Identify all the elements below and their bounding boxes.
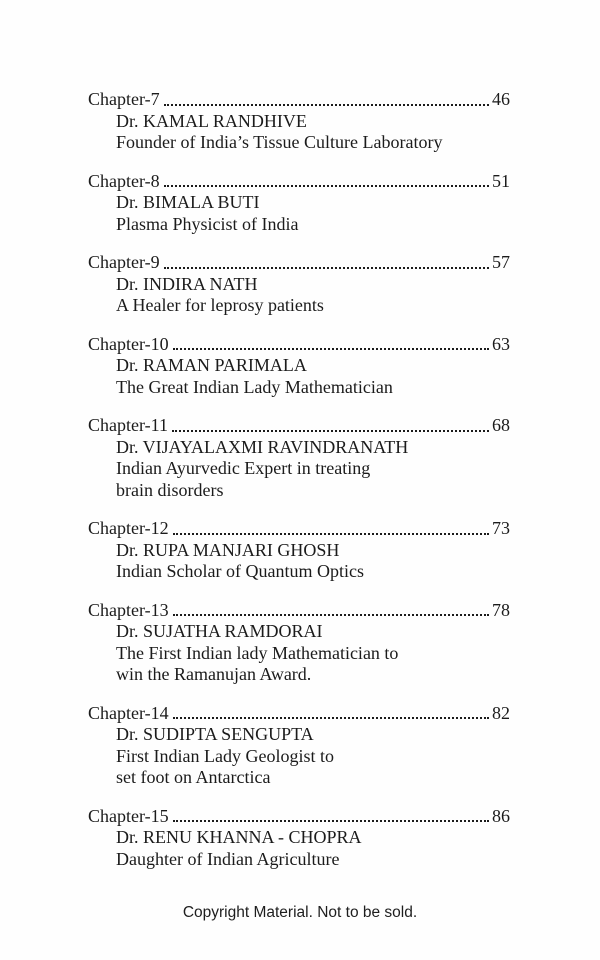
toc-entry-chapter-12: [88, 518, 510, 583]
chapter-label: Chapter-9: [88, 252, 160, 272]
page-number: 68: [492, 415, 510, 435]
toc-chapter-line: [88, 600, 510, 622]
chapter-description: The First Indian lady Mathematician to: [116, 642, 399, 663]
toc-entry-chapter-11: [88, 415, 510, 501]
chapter-description: Plasma Physicist of India: [116, 213, 299, 234]
chapter-label: Chapter-13: [88, 599, 169, 620]
toc-entry-chapter-9: [88, 252, 510, 317]
dot-leader: [172, 430, 489, 432]
chapter-description-cont: win the Ramanujan Award.: [116, 664, 312, 684]
chapter-label: Chapter-12: [88, 518, 169, 538]
toc-chapter-line: [88, 89, 510, 111]
toc-entry-chapter-14: [88, 703, 510, 789]
toc-chapter-line: [88, 171, 510, 193]
chapter-description-cont: brain disorders: [116, 479, 224, 500]
chapter-description: A Healer for leprosy patients: [116, 295, 324, 315]
chapter-person-name: Dr. RAMAN PARIMALA: [116, 355, 307, 375]
toc-chapter-line: [88, 252, 510, 274]
copyright-notice: Copyright Material. Not to be sold.: [182, 904, 418, 921]
chapter-person-name: Dr. INDIRA NATH: [116, 273, 258, 294]
dot-leader: [164, 185, 489, 187]
chapter-label: Chapter-14: [88, 702, 169, 723]
table-of-contents: [88, 89, 510, 887]
chapter-label: Chapter-15: [88, 805, 169, 826]
page-number: 86: [492, 805, 510, 826]
dot-leader: [173, 614, 489, 616]
dot-leader: [173, 717, 489, 719]
dot-leader: [173, 348, 489, 350]
chapter-label: Chapter-8: [88, 170, 160, 191]
dot-leader: [164, 104, 489, 106]
page-number: 57: [492, 252, 510, 272]
page-number: 51: [492, 170, 510, 191]
dot-leader: [164, 267, 489, 269]
chapter-label: Chapter-11: [88, 415, 168, 435]
chapter-description: Indian Scholar of Quantum Optics: [116, 561, 364, 581]
chapter-person-name: Dr. VIJAYALAXMI RAVINDRANATH: [116, 436, 409, 457]
chapter-person-name: Dr. BIMALA BUTI: [116, 192, 260, 212]
chapter-description: Founder of India’s Tissue Culture Laboratory: [116, 132, 443, 152]
page-number: 63: [492, 333, 510, 354]
toc-chapter-line: [88, 518, 510, 540]
page-number: 46: [492, 89, 510, 109]
toc-chapter-line: [88, 806, 510, 828]
chapter-person-name: Dr. RENU KHANNA - CHOPRA: [116, 827, 362, 847]
page-number: 73: [492, 518, 510, 538]
chapter-person-name: Dr. SUJATHA RAMDORAI: [116, 621, 323, 641]
chapter-description-cont: set foot on Antarctica: [116, 767, 271, 787]
toc-chapter-line: [88, 334, 510, 356]
chapter-description: The Great Indian Lady Mathematician: [116, 376, 393, 397]
page-number: 78: [492, 599, 510, 620]
chapter-description: Indian Ayurvedic Expert in treating: [116, 458, 371, 478]
toc-entry-chapter-10: [88, 334, 510, 399]
chapter-label: Chapter-10: [88, 333, 169, 354]
chapter-description: First Indian Lady Geologist to: [116, 745, 334, 766]
toc-entry-chapter-8: [88, 171, 510, 236]
toc-chapter-line: [88, 415, 510, 437]
dot-leader: [173, 533, 489, 535]
chapter-person-name: Dr. KAMAL RANDHIVE: [116, 110, 307, 131]
toc-entry-chapter-15: [88, 806, 510, 871]
dot-leader: [173, 820, 489, 822]
page-number: 82: [492, 702, 510, 723]
chapter-person-name: Dr. SUDIPTA SENGUPTA: [116, 724, 314, 744]
chapter-description: Daughter of Indian Agriculture: [116, 848, 340, 869]
chapter-label: Chapter-7: [88, 89, 160, 109]
toc-entry-chapter-13: [88, 600, 510, 686]
chapter-person-name: Dr. RUPA MANJARI GHOSH: [116, 539, 340, 560]
toc-chapter-line: [88, 703, 510, 725]
toc-entry-chapter-7: [88, 89, 510, 154]
